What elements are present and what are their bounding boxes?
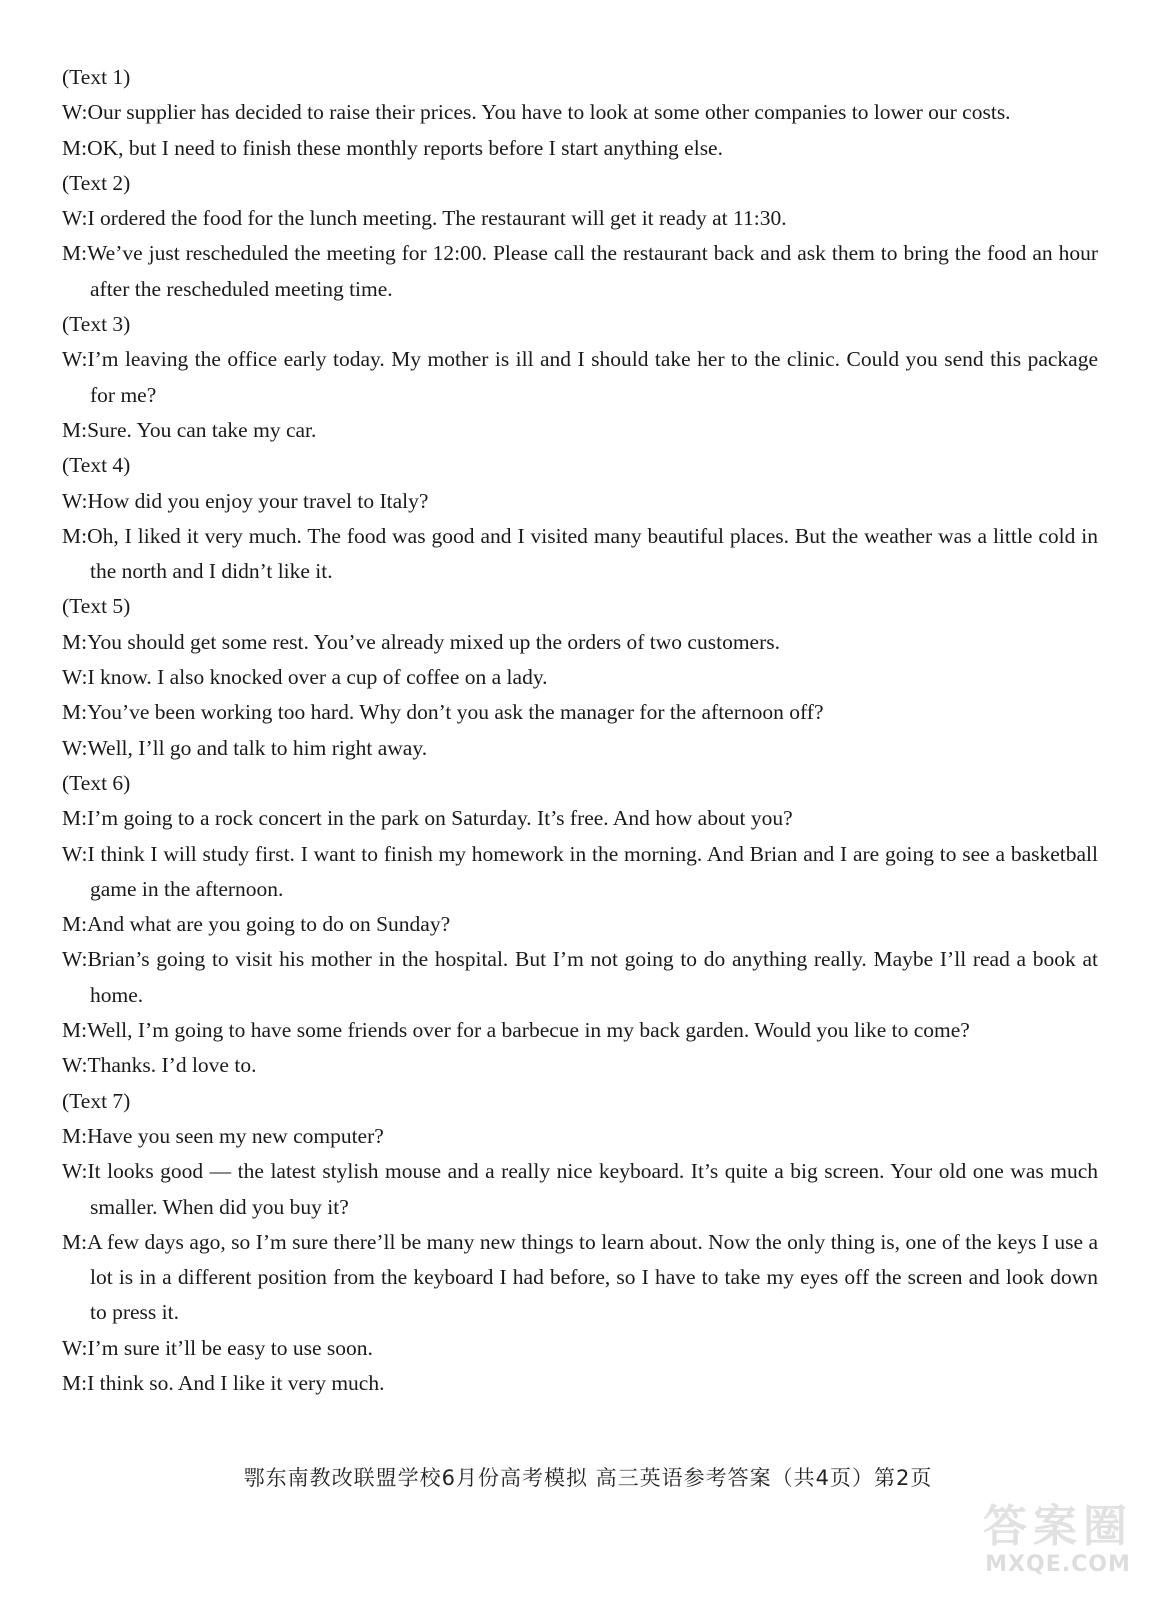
section-heading: (Text 2) (62, 170, 131, 195)
watermark-url: MXQE.COM (985, 1552, 1131, 1577)
dialogue-line: M:I’m going to a rock concert in the park on Saturday. It’s free. And how about you? (62, 806, 793, 831)
dialogue-line: W:It looks good — the latest stylish mouse and a really nice keyboard. It’s quite a big screen. Your old one was much smaller. When did you buy it? (62, 1159, 1098, 1219)
page-footer: 鄂东南教改联盟学校6月份高考模拟 高三英语参考答案（共4页）第2页 (243, 1466, 933, 1490)
dialogue-line: W:Brian’s going to visit his mother in the hospital. But I’m not going to do anything really. Maybe I’ll read a book at home. (62, 947, 1098, 1007)
transcript (62, 60, 1098, 1401)
dialogue-line: M:And what are you going to do on Sunday? (62, 912, 451, 937)
dialogue-line: W:I think I will study first. I want to finish my homework in the morning. And Brian and I are going to see a basketball game in the afternoon. (62, 841, 1098, 901)
dialogue-line: W:Well, I’ll go and talk to him right away. (62, 735, 428, 760)
dialogue-line: W:I ordered the food for the lunch meeting. The restaurant will get it ready at 11:30. (62, 206, 787, 231)
section-heading: (Text 7) (62, 1088, 131, 1113)
dialogue-line: M:I think so. And I like it very much. (62, 1370, 385, 1395)
section-heading: (Text 1) (62, 65, 131, 89)
section-heading: (Text 5) (62, 594, 131, 619)
dialogue-line: M:Oh, I liked it very much. The food was good and I visited many beautiful places. But the weather was a little cold in the north and I didn’t like it. (62, 523, 1098, 584)
section-heading: (Text 4) (62, 453, 131, 478)
dialogue-line: W:Our supplier has decided to raise their prices. You have to look at some other companies to lower our costs. (62, 100, 1011, 125)
section-heading: (Text 6) (62, 770, 131, 795)
dialogue-line: M:Sure. You can take my car. (62, 417, 317, 442)
dialogue-line: W:How did you enjoy your travel to Italy? (62, 488, 429, 513)
dialogue-line: M:OK, but I need to finish these monthly reports before I start anything else. (62, 135, 723, 160)
section-heading: (Text 3) (62, 312, 131, 337)
dialogue-line: M:A few days ago, so I’m sure there’ll be many new things to learn about. Now the only thing is, one of the keys I use a lot is in a different position from the keyboard I had before, so I have to take my eyes off the screen and look down to press it. (62, 1229, 1098, 1325)
dialogue-line: W:I’m leaving the office early today. My mother is ill and I should take her to the clinic. Could you send this package for me? (62, 347, 1098, 407)
dialogue-line: M:Well, I’m going to have some friends over for a barbecue in my back garden. Would you like to come? (62, 1018, 970, 1043)
dialogue-line: M:You should get some rest. You’ve already mixed up the orders of two customers. (62, 629, 780, 654)
dialogue-line: W:Thanks. I’d love to. (62, 1053, 257, 1078)
dialogue-line: W:I’m sure it’ll be easy to use soon. (62, 1335, 373, 1360)
dialogue-line: M:You’ve been working too hard. Why don’t you ask the manager for the afternoon off? (62, 700, 824, 725)
watermark-logo-text: 答案圈 (983, 1501, 1133, 1552)
dialogue-line: M:We’ve just rescheduled the meeting for 12:00. Please call the restaurant back and ask them to bring the food an hour after the rescheduled meeting time. (62, 241, 1098, 301)
watermark-logo (968, 1502, 1148, 1594)
dialogue-line: W:I know. I also knocked over a cup of coffee on a lady. (62, 665, 548, 690)
dialogue-line: M:Have you seen my new computer? (62, 1123, 384, 1148)
